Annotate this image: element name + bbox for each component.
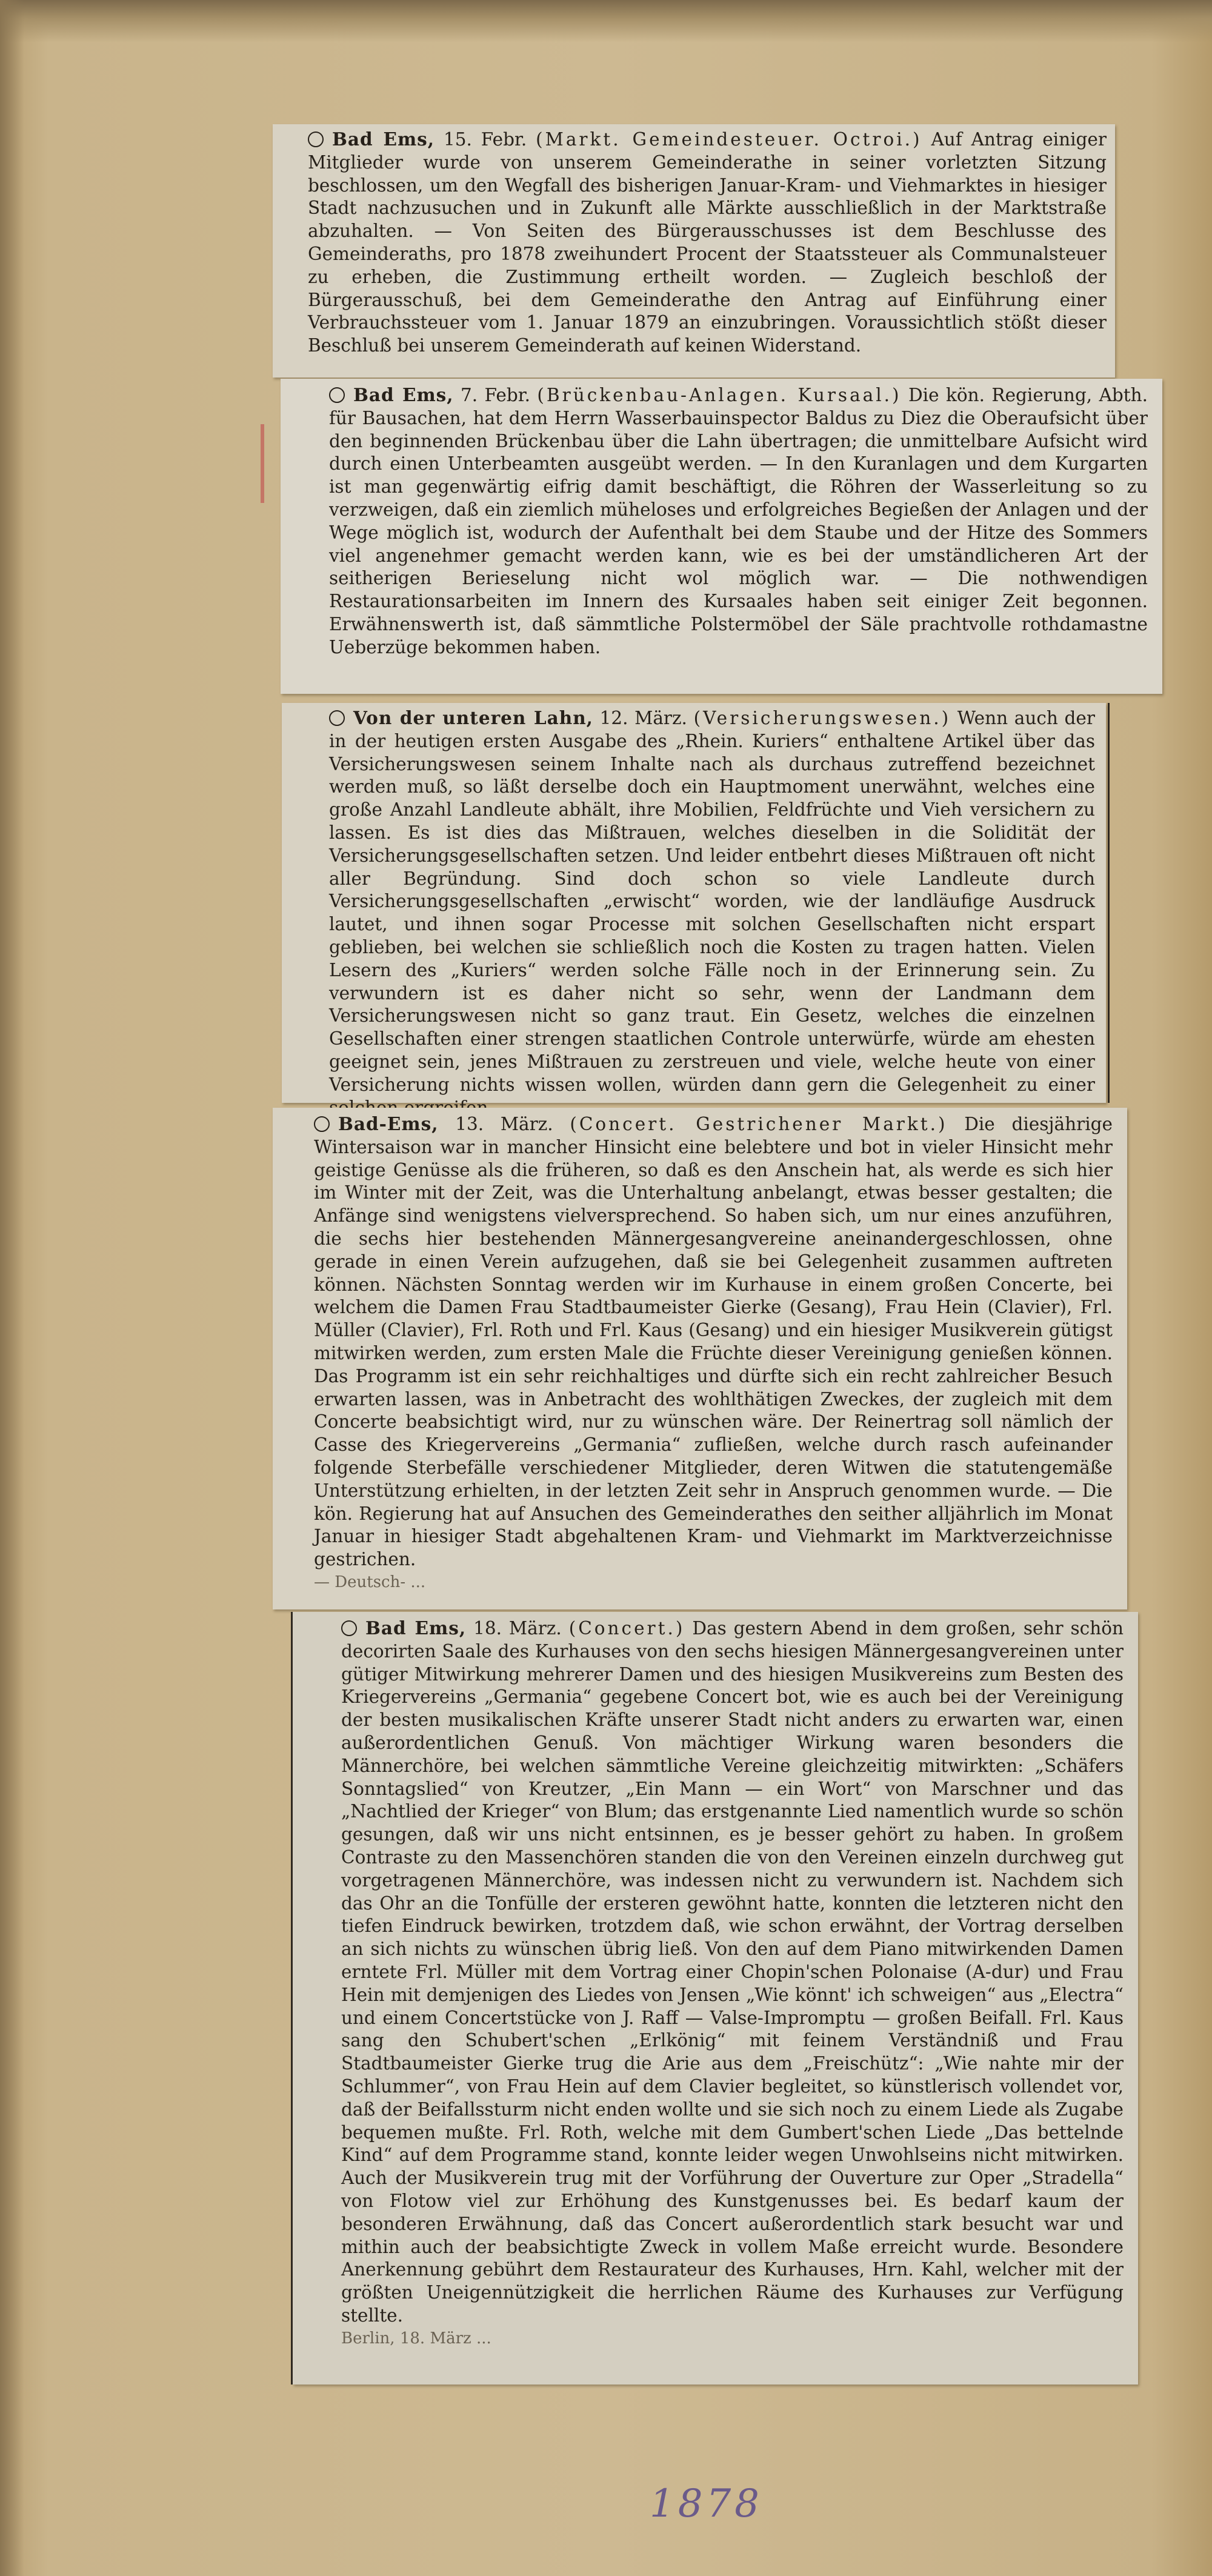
clipping-text bbox=[314, 1113, 1113, 1571]
newspaper-clipping-3 bbox=[282, 703, 1106, 1103]
bullet-circle-icon bbox=[329, 387, 345, 403]
clipping-body: Wenn auch der in der heutigen ersten Ausgabe des „Rhein. Kuriers“ enthaltene Artikel über das Versicherungswesen seinem Inhalte nach als durchaus zutreffend bezeichnet werden muß, so läßt derselbe doch ein Hauptmoment unerwähnt, welches eine große Anzahl Landleute abhält, ihre Mobilien, Feldfrüchte und Vieh versichern zu lassen. Es ist dies das Mißtrauen, welches dieselben in die Solidität der Versicherungsgesellschaften setzen. Und leider entbehrt dieses Mißtrauen oft nicht aller Begründung. Sind doch schon so viele Landleute durch Versicherungsgesellschaften „erwischt“ worden, wie der landläufige Ausdruck lautet, und ihnen sogar Processe mit solchen Gesellschaften nicht erspart geblieben, bei welchen sie schließlich noch die Kosten zu tragen hatten. Vielen Lesern des „Kuriers“ werden solche Fälle noch in der Erinnerung sein. Zu verwundern ist es daher nicht so sehr, wenn der Landmann dem Versicherungswesen nicht so ganz traut. Ein Gesetz, welches die einzelnen Gesellschaften einer strengen staatlichen Controle unterwürfe, würde am ehesten geeignet sein, jenes Mißtrauen zu zerstreuen und viele, welche heute von einer Versicherung nichts wissen wollen, würden dann gern die Gelegenheit zu einer bbox=[329, 708, 1095, 1095]
bullet-circle-icon bbox=[341, 1620, 357, 1636]
clipping-rubric: (Versicherungswesen.) bbox=[693, 708, 951, 728]
newspaper-clipping-1 bbox=[273, 124, 1115, 378]
newspaper-clipping-4 bbox=[273, 1108, 1127, 1609]
clipping-text bbox=[341, 1617, 1124, 2328]
newspaper-clipping-2 bbox=[281, 379, 1162, 694]
clipping-tail: Berlin, 18. März ... bbox=[341, 2329, 491, 2348]
clipping-text bbox=[329, 707, 1095, 1119]
page-left-shadow bbox=[0, 0, 24, 2576]
clipping-place: Bad-Ems, bbox=[338, 1113, 439, 1134]
clipping-place: Bad Ems, bbox=[332, 128, 435, 150]
clipping-date: 18. März. bbox=[473, 1618, 562, 1639]
clipping-text bbox=[329, 384, 1148, 659]
clipping-date: 13. März. bbox=[455, 1114, 553, 1134]
clipping-text bbox=[308, 128, 1107, 358]
clipping-tail: — Deutsch- ... bbox=[314, 1573, 426, 1591]
clipping-rubric: (Concert.) bbox=[568, 1618, 685, 1639]
clipping-place: Bad Ems, bbox=[365, 1617, 467, 1639]
clipping-place: Von der unteren Lahn, bbox=[353, 707, 593, 728]
red-pencil-mark bbox=[261, 424, 264, 503]
page-top-edge bbox=[0, 0, 1212, 42]
clipping-rubric: (Brückenbau-Anlagen. Kursaal.) bbox=[537, 385, 902, 405]
clipping-rubric: (Concert. Gestrichener Markt.) bbox=[570, 1114, 948, 1134]
handwritten-year-note: 1878 bbox=[650, 2481, 763, 2526]
clipping-body: Die diesjährige Wintersaison war in mancher Hinsicht eine belebtere und bot in vieler Hinsicht mehr geistige Genüsse als die früheren, so daß es den Anschein hat, als werde es sich hier im Winter mit der Zeit, was die Unterhaltung anbelangt, etwas besser gestalten; die Anfänge sind wenigstens vielversprechend. So haben sich, um nur eines anzuführen, die sechs hier bestehenden Männergesangvereine aneinandergeschlossen, ohne gerade in einen Verein aufzugehen, daß sie bei Gelegenheit zusammen auftreten können. Nächsten Sonntag werden wir im Kurhause in einem großen Concerte, bei welchem die Damen Frau Stadtbaumeister Gierke (Gesang), Frau Hein (Clavier), Frl. Müller (Clavier), Frl. Roth und Frl. Kaus (Gesang) und ein hiesiger Musikverein gütigst mitwirken werden, zum ersten Male die Früchte dieser Vereinigung genießen können. Das Programm ist ein sehr reichhaltiges und dürfte sich ein recht zahlreicher Besuch erwarten lassen, was in Anbetracht des wohlthätigen Zweckes, der zugleich mit dem Concerte beabsichtigt wird, nur zu wünschen wäre. Der Reinertrag soll nämlich der Casse des Kriegervereins „Germania“ zufließen, welche durch rasch aufeinander folgende Sterbefälle verschiedener Mitglieder, deren Witwen die statutengemäße Unterstützung erhielten, in der letzten Zeit sehr in Anspruch genommen wurde. — Die kön. Regierung hat auf Ansuchen des Gemeinderathes den seither alljährlich im Monat Januar in hiesiger Stadt abgehaltenen Kram- und Viehmarkt im Marktverzeichnisse gestrichen. bbox=[314, 1114, 1113, 1570]
clipping-date: 15. Febr. bbox=[443, 129, 527, 150]
clipping-body: Auf Antrag einiger Mitglieder wurde von unserem Gemeinderathe in seiner vorletzten Sitzung beschlossen, um den Wegfall des bisherigen Januar-Kram- und Viehmarktes in hiesiger Stadt nachzusuchen und in Zukunft alle Märkte ausschließlich in der Marktstraße abzuhalten. — Von Seiten des Bürgerausschusses ist dem Beschlusse des Gemeinderaths, pro 1878 zweihundert Procent der Staatssteuer als Communalsteuer zu erheben, die Zustimmung ertheilt worden. — Zugleich beschloß der Bürgerausschuß, bei dem Gemeinderathe den Antrag auf Einführung einer Verbrauchssteuer vom 1. Januar 1879 an einzubringen. Voraussichtlich stößt dieser Beschluß bei unserem Gemeinderath auf keinen Widerstand. bbox=[308, 129, 1107, 356]
clipping-border-line bbox=[291, 1612, 293, 2385]
clipping-date: 7. Febr. bbox=[460, 385, 530, 405]
bullet-circle-icon bbox=[314, 1116, 330, 1132]
clipping-date: 12. März. bbox=[599, 708, 687, 728]
clipping-body: Das gestern Abend in dem großen, sehr schön decorirten Saale des Kurhauses von den sechs hiesigen Männergesangvereinen unter gütiger Mitwirkung mehrerer Damen und des hiesigen Musikvereins zum Besten des Kriegervereins „Germania“ gegebene Concert bot, wie es auch bei der Vereinigung der besten musikalischen Kräfte unserer Stadt nicht anders zu erwarten war, einen außerordentlichen Genuß. Von mächtiger Wirkung waren besonders die Männerchöre, bei welchen sämmtliche Vereine gleichzeitig mitwirkten: „Schäfers Sonntagslied“ von Kreutzer, „Ein Mann — ein Wort“ von Marschner und das „Nachtlied der Krieger“ von Blum; das erstgenannte Lied namentlich wurde so schön gesungen, daß wir uns nicht entsinnen, es je besser gehört zu haben. In großem Contraste zu den Massenchören standen die von den Vereinen einzeln durchweg gut vorgetragenen Männerchöre, was indessen nicht zu verwundern ist. Nachdem sich das Ohr an die Tonfülle der ersteren gewöhnt hatte, konnten die letzteren nicht den tiefen Eindruck bewirken, trotzdem daß, wie schon erwähnt, der Vortrag derselben an sich nichts zu wünschen übrig ließ. Von den auf dem Piano mitwirkenden Damen erntete Frl. Müller mit dem Vortrag einer Chopin'schen Polonaise (A-dur) und Frau Hein mit demjenigen des Liedes von Jensen „Wie könnt' ich schweigen“ aus „Electra“ und einem Concertstücke von J. Raff — Valse-Impromptu — großen Beifall. Frl. Kaus sang den Schubert'schen „Erlkönig“ mit feinem Verständniß und Frau Stadtbaumeister Gierke trug die Arie aus dem „Freischütz“: „Wie nahte mir der Schlummer“, von Frau Hein auf dem Clavier begleitet, so künstlerisch vollendet vor, daß der Beifallssturm nicht enden wollte und sie sich noch zu einem Liede als Zugabe bequemen mußte. Frl. Roth, welche mit dem Gumbert'schen Liede „Das bettelnde Kind“ auf dem Programme stand, konnte leider wegen Unwohlseins nicht mitwirken. Auch der Musikverein trug mit der Vorführung der Ouverture zur Oper „Stradella“ von Flotow viel zur Erhöhung des Kunstgenusses bei. Es bedarf kaum der besonderen Erwähnung, daß das Concert außerordentlich stark besucht war und mithin auch der beabsichtigte Zweck in vollem Maße erreicht wurde. Besondere Anerkennung gebührt dem Restaurateur des Kurhauses, Hrn. Kahl, welcher mit der größten Uneigennützigkeit die herrlichen Räume des Kurhauses zur Verfügung stellte. bbox=[341, 1618, 1124, 2326]
clipping-rubric: (Markt. Gemeindesteuer. Octroi.) bbox=[536, 129, 922, 150]
clipping-body: Die kön. Regierung, Abth. für Bausachen, hat dem Herrn Wasserbauinspector Baldus zu Diez die Oberaufsicht über den beginnenden Brückenbau über die Lahn übertragen; die unmittelbare Aufsicht wird durch einen Unterbeamten ausgeübt werden. — In den Kuranlagen und dem Kurgarten ist man gegenwärtig eifrig damit beschäftigt, die Röhren der Wasserleitung so zu verzweigen, daß ein ziemlich müheloses und erfolgreiches Begießen der Anlagen und der Wege möglich ist, wodurch der Aufenthalt bei dem Staube und der Hitze des Sommers viel angenehmer gemacht werden kann, wie es bei der umständlicheren Art der seitherigen Berieselung nicht wol möglich war. — Die nothwendigen Restaurationsarbeiten im Innern des Kursaales haben seit einiger Zeit begonnen. Erwähnenswerth ist, daß sämmtliche Polstermöbel der Säle prachtvolle rothdamastne Ueberzüge bekommen haben. bbox=[329, 385, 1148, 657]
bullet-circle-icon bbox=[329, 710, 345, 726]
clipping-border-line bbox=[1108, 703, 1110, 1103]
clipping-place: Bad Ems, bbox=[353, 384, 454, 405]
newspaper-clipping-5 bbox=[293, 1612, 1138, 2385]
bullet-circle-icon bbox=[308, 131, 324, 147]
